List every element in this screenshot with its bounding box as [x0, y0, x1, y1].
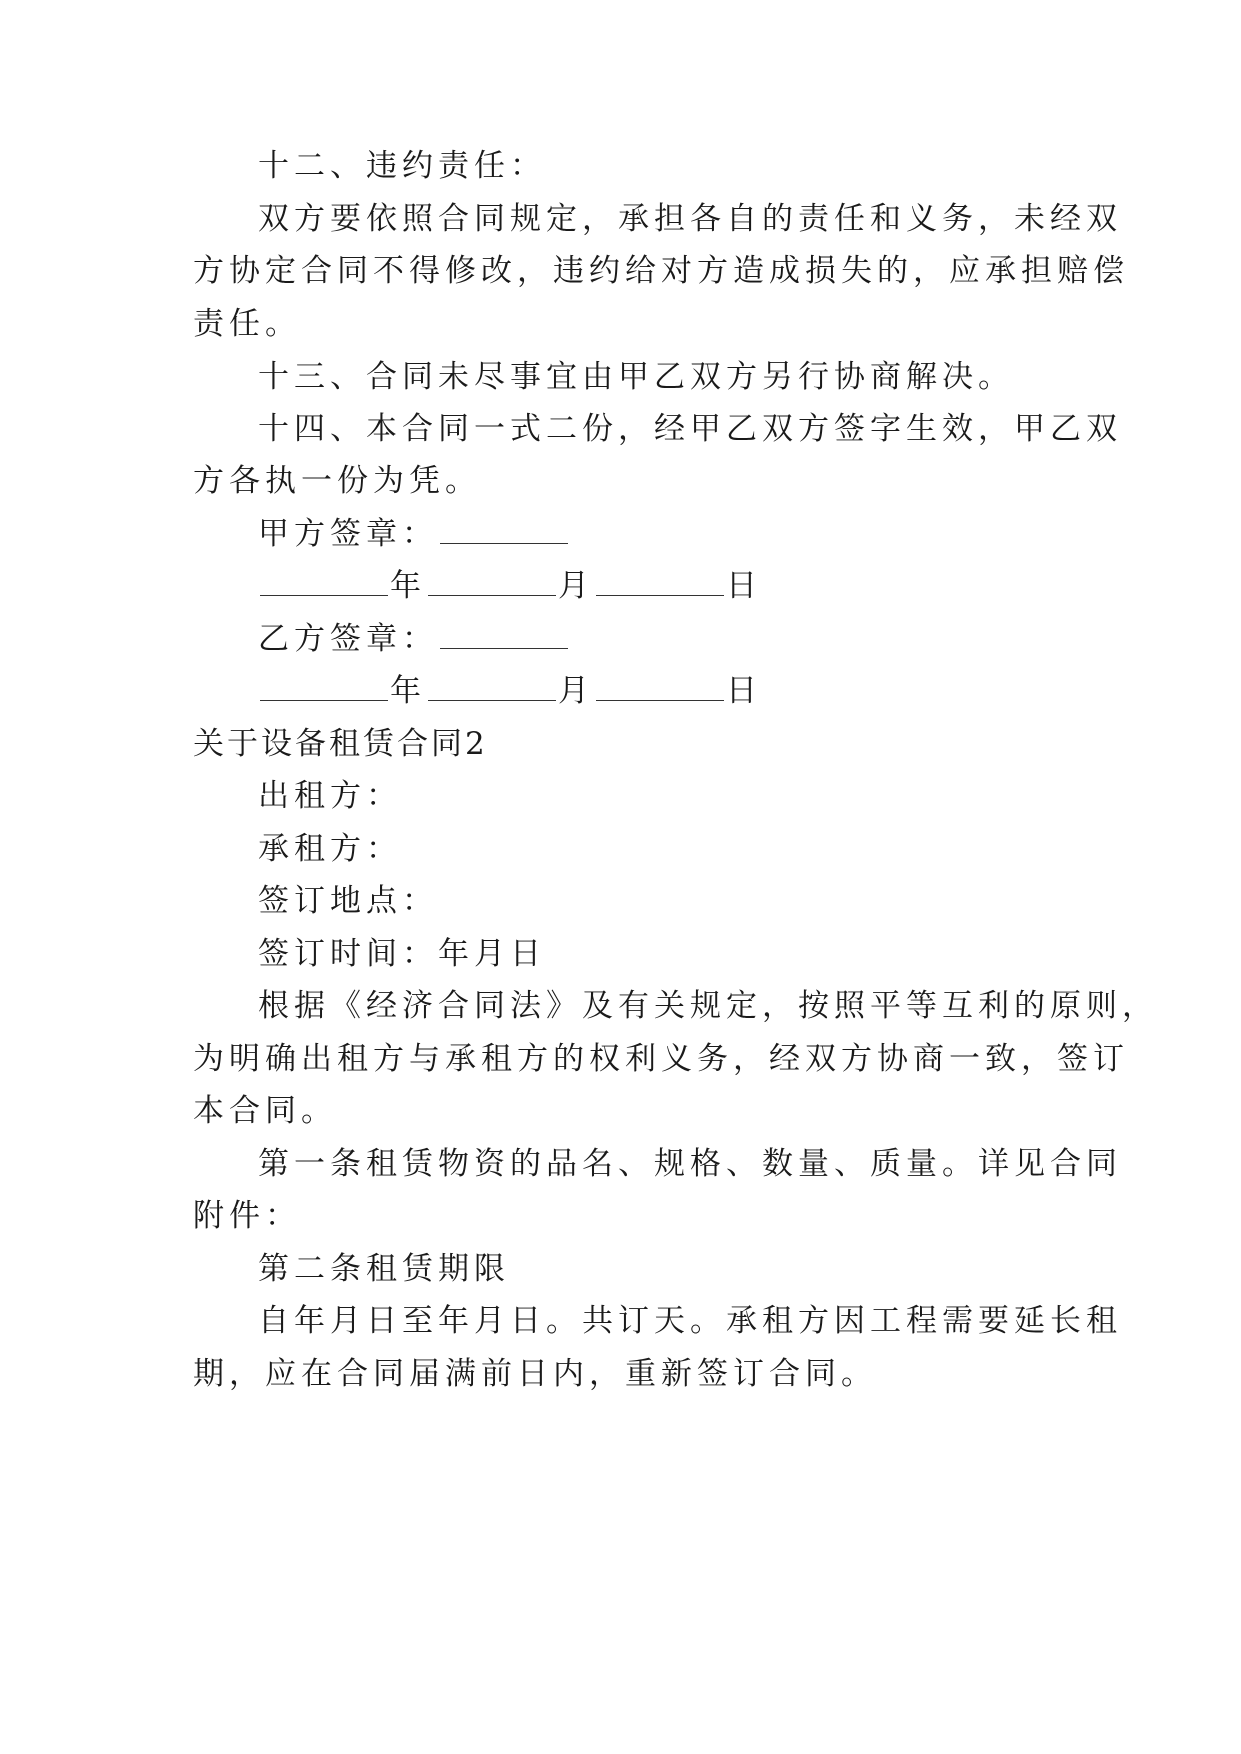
party-b-signature-row	[258, 619, 570, 659]
clause-12-text-line-2: 方协定合同不得修改，违约给对方造成损失的，应承担赔偿	[193, 253, 1129, 289]
signing-time-label: 签订时间：年月日	[258, 936, 546, 972]
party-a-month-blank	[428, 573, 556, 596]
preamble-line-2: 为明确出租方与承租方的权利义务，经双方协商一致，签订	[193, 1041, 1129, 1077]
day-label: 日	[726, 568, 762, 604]
party-a-signature-label: 甲方签章：	[258, 516, 438, 552]
day-label: 日	[726, 673, 762, 709]
lessee-label: 承租方：	[258, 831, 402, 867]
article-2-heading: 第二条租赁期限	[258, 1251, 510, 1287]
party-b-year-blank	[260, 678, 388, 701]
party-b-date-row	[258, 671, 762, 711]
article-2-line-2: 期，应在合同届满前日内，重新签订合同。	[193, 1356, 877, 1392]
month-label: 月	[558, 673, 594, 709]
clause-12-text-line-3: 责任。	[193, 306, 301, 342]
party-b-day-blank	[596, 678, 724, 701]
preamble-line-3: 本合同。	[193, 1093, 337, 1129]
signing-place-label: 签订地点：	[258, 883, 438, 919]
article-1-line-2: 附件：	[193, 1198, 301, 1234]
article-2-line-1: 自年月日至年月日。共订天。承租方因工程需要延长租	[258, 1303, 1122, 1339]
party-a-day-blank	[596, 573, 724, 596]
clause-12-text-line-1: 双方要依照合同规定，承担各自的责任和义务，未经双	[258, 201, 1122, 237]
party-b-signature-blank	[440, 626, 568, 649]
contract-2-title: 关于设备租赁合同2	[193, 726, 488, 762]
party-b-signature-label: 乙方签章：	[258, 621, 438, 657]
preamble-line-1: 根据《经济合同法》及有关规定，按照平等互利的原则，	[258, 988, 1158, 1024]
party-a-signature-row	[258, 514, 570, 554]
clause-12-heading: 十二、违约责任：	[258, 148, 546, 184]
party-a-year-blank	[260, 573, 388, 596]
clause-14-text-line-1: 十四、本合同一式二份，经甲乙双方签字生效，甲乙双	[258, 411, 1122, 447]
party-a-signature-blank	[440, 521, 568, 544]
party-b-month-blank	[428, 678, 556, 701]
party-a-date-row	[258, 566, 762, 606]
year-label: 年	[390, 673, 426, 709]
clause-14-text-line-2: 方各执一份为凭。	[193, 463, 481, 499]
year-label: 年	[390, 568, 426, 604]
lessor-label: 出租方：	[258, 778, 402, 814]
article-1-line-1: 第一条租赁物资的品名、规格、数量、质量。详见合同	[258, 1146, 1122, 1182]
clause-13-text: 十三、合同未尽事宜由甲乙双方另行协商解决。	[258, 359, 1014, 395]
month-label: 月	[558, 568, 594, 604]
